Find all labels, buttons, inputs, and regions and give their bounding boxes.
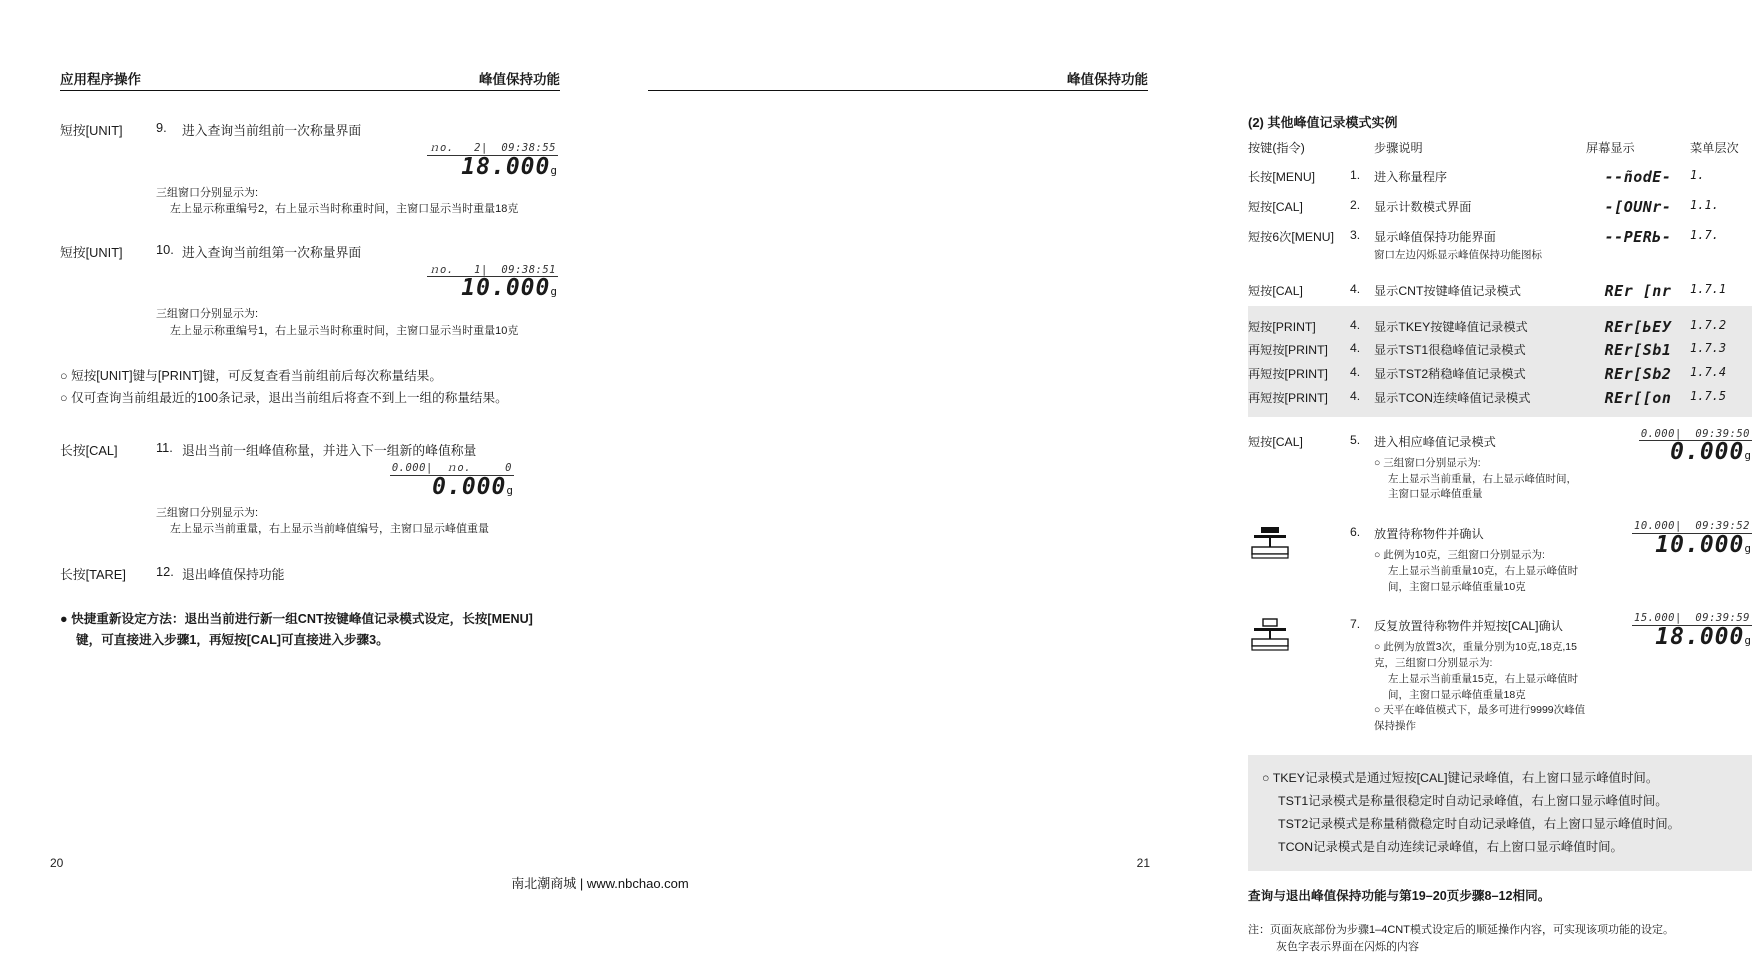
table-row [1248, 386, 1752, 417]
table-row [1248, 509, 1752, 601]
step-note [156, 185, 570, 218]
row-number: 7. [1350, 617, 1361, 632]
summary-item: TCON记录模式是自动连续记录峰值，右上窗口显示峰值时间。 [1278, 839, 1623, 854]
table-row [1248, 192, 1752, 222]
lcd-main-value: 18.000 [461, 153, 551, 180]
bullet-text: 仅可查询当前组最近的100条记录，退出当前组后将查不到上一组的称量结果。 [71, 391, 508, 405]
step-note [156, 306, 570, 339]
row-number: 4. [1350, 388, 1361, 403]
summary-item: TST2记录模式是称量稍微稳定时自动记录峰值，右上窗口显示峰值时间。 [1278, 816, 1681, 831]
scale-loaded-icon [1248, 525, 1292, 563]
row-desc: 反复放置待称物件并短按[CAL]确认 [1374, 619, 1563, 634]
note-line: 左上显示称重编号2，右上显示当时称重时间，主窗口显示当时重量18克 [170, 203, 519, 215]
step-note [156, 505, 570, 538]
row-menu-level: 1.1. [1690, 198, 1719, 212]
table-row [1248, 162, 1752, 192]
lcd-display [1586, 427, 1752, 465]
row-key: 再短按[PRINT] [1248, 366, 1328, 381]
left-header-rule [60, 90, 560, 91]
table-row [1248, 338, 1752, 362]
lcd-top-row: 15.000| 09:39:59 [1634, 612, 1750, 625]
row-segment-display: --PERЬ- [1604, 228, 1672, 246]
shortcut-note: ● 快捷重新设定方法：退出当前进行新一组CNT按键峰值记录模式设定，长按[MENU] 键，可直接进入步骤1，再短按[CAL]可直接进入步骤3。 [60, 611, 533, 647]
row-key: 短按[CAL] [1248, 434, 1303, 449]
row-key: 短按[CAL] [1248, 200, 1303, 214]
lcd-unit: g [1744, 449, 1752, 463]
table-row [1248, 270, 1752, 306]
row-desc: 进入称量程序 [1374, 170, 1448, 184]
lcd-top-row: 10.000| 09:39:52 [1634, 520, 1750, 532]
row-menu-level: 1.7. [1690, 228, 1719, 242]
right-page [600, 0, 1752, 953]
row-key: 长按[MENU] [1248, 170, 1316, 184]
step-row [60, 564, 570, 583]
summary-item: TST1记录模式是称量很稳定时自动记录峰值，右上窗口显示峰值时间。 [1278, 793, 1668, 808]
row-key: 短按[PRINT] [1248, 319, 1316, 334]
note-line: 三组窗口分别显示为: [156, 186, 259, 199]
table-row [1248, 222, 1752, 270]
step-row [60, 120, 570, 139]
summary-box [1248, 755, 1752, 871]
step-text: 退出当前一组峰值称量，并进入下一组新的峰值称量 [182, 443, 477, 458]
table-row [1248, 417, 1752, 509]
note-line: 三组窗口分别显示为: [156, 308, 259, 320]
row-menu-level: 1. [1690, 168, 1705, 182]
row-key: 短按6次[MENU] [1248, 230, 1334, 244]
row-desc: 放置待称物件并确认 [1374, 527, 1484, 541]
step-text: 进入查询当前组前一次称量界面 [182, 123, 362, 138]
lcd-top-row: ｎo. 1| 09:38:51 [429, 263, 556, 276]
row-desc: 显示TKEY按键峰值记录模式 [1374, 319, 1528, 334]
row-desc: 显示计数模式界面 [1374, 200, 1472, 214]
row-note: ○ 此例为10克，三组窗口分别显示为: 左上显示当前重量10克，右上显示峰值时间，主窗口显示峰值重量10克 [1374, 549, 1579, 593]
step-key: 短按[UNIT] [60, 244, 123, 260]
row-desc: 显示TST1很稳峰值记录模式 [1374, 342, 1526, 357]
footnote-line2: 灰色字表示界面在闪烁的内容 [1276, 940, 1419, 953]
table-row [1248, 362, 1752, 386]
column-header-level: 菜单层次 [1690, 141, 1739, 155]
note-line: 左上显示称重编号1，右上显示当时称重时间，主窗口显示当时重量10克 [170, 324, 519, 337]
column-header-key: 按键(指令) [1248, 141, 1305, 155]
column-header-display: 屏幕显示 [1586, 141, 1635, 155]
step-number: 10. [156, 241, 174, 257]
scale-empty-icon [1248, 617, 1292, 655]
row-menu-level: 1.7.5 [1690, 388, 1727, 403]
lcd-top-row: 0.000| 09:39:50 [1640, 427, 1750, 440]
row-number: 5. [1350, 432, 1361, 447]
lcd-display [1586, 611, 1752, 649]
right-header-rule [648, 90, 1148, 91]
lcd-display [1586, 519, 1752, 557]
footnote-line1: 注：页面灰底部份为步骤1–4CNT模式设定后的顺延操作内容，可实现该项功能的设定。 [1248, 923, 1674, 936]
lcd-main-value: 0.000 [432, 473, 507, 500]
site-footer: 南北潮商城 | www.nbchao.com [511, 876, 689, 891]
lcd-main-value: 10.000 [461, 275, 551, 301]
lcd-main-value: 18.000 [1655, 623, 1745, 650]
row-menu-level: 1.7.1 [1690, 281, 1727, 296]
row-key: 再短按[PRINT] [1248, 342, 1328, 357]
row-menu-level: 1.7.2 [1690, 317, 1727, 332]
table-header-row [1248, 139, 1752, 162]
step-text: 进入查询当前组第一次称量界面 [182, 244, 362, 260]
bullet-item: ○ 短按[UNIT]键与[PRINT]键，可反复查看当前组前后每次称量结果。 [60, 369, 442, 383]
lcd-display [60, 263, 570, 301]
row-menu-level: 1.7.3 [1690, 340, 1727, 355]
row-desc: 进入相应峰值记录模式 [1374, 434, 1496, 449]
step-key: 短按[UNIT] [60, 123, 123, 138]
row-desc: 显示TST2稍稳峰值记录模式 [1374, 366, 1526, 381]
lcd-unit: g [1744, 633, 1752, 647]
row-segment-display: REr[Sb2 [1604, 364, 1672, 383]
shortcut-note-line2: 键，可直接进入步骤1，再短按[CAL]可直接进入步骤3。 [76, 632, 389, 647]
lcd-unit: g [550, 285, 558, 298]
section-title: (2) 其他峰值记录模式实例 [1248, 115, 1398, 130]
row-number: 4. [1350, 340, 1361, 355]
note-line: 三组窗口分别显示为: [156, 506, 259, 519]
left-page [0, 0, 600, 906]
row-segment-display: REr [nr [1604, 281, 1672, 300]
row-desc: 显示峰值保持功能界面 [1374, 230, 1496, 244]
row-number: 1. [1350, 168, 1361, 182]
right-running-header [648, 68, 1148, 88]
lcd-unit: g [506, 483, 514, 497]
lcd-main-value: 10.000 [1655, 531, 1745, 558]
lcd-unit: g [550, 163, 558, 177]
table-row [1248, 601, 1752, 741]
step-number: 9. [156, 120, 167, 135]
row-desc: 显示CNT按键峰值记录模式 [1374, 283, 1521, 298]
step-key: 长按[TARE] [60, 566, 126, 582]
row-menu-level: 1.7.4 [1690, 364, 1727, 379]
left-header-section: 峰值保持功能 [479, 72, 560, 87]
lcd-unit: g [1744, 541, 1752, 555]
lcd-display [60, 141, 570, 179]
bullet-text: 短按[UNIT]键与[PRINT]键，可反复查看当前组前后每次称量结果。 [71, 369, 442, 383]
step-text: 退出峰值保持功能 [182, 566, 285, 582]
note-line: 左上显示当前重量，右上显示当前峰值编号，主窗口显示峰值重量 [170, 523, 489, 535]
step-row [60, 242, 570, 261]
row-note: ○ 三组窗口分别显示为: 左上显示当前重量，右上显示峰值时间，主窗口显示峰值重量 [1374, 456, 1577, 501]
row-segment-display: REr[ЬEУ [1604, 317, 1672, 336]
bullet-item: ○ 仅可查询当前组最近的100条记录，退出当前组后将查不到上一组的称量结果。 [60, 391, 508, 405]
row-number: 4. [1350, 281, 1361, 296]
row-segment-display: REr[Sb1 [1604, 340, 1672, 359]
row-number: 2. [1350, 198, 1361, 212]
left-page-number: 20 [50, 856, 64, 870]
summary-item: ○ TKEY记录模式是通过短按[CAL]键记录峰值，右上窗口显示峰值时间。 [1262, 770, 1659, 785]
closing-note: 查询与退出峰值保持功能与第19–20页步骤8–12相同。 [1248, 888, 1551, 903]
row-number: 4. [1350, 364, 1361, 379]
lcd-top-row: 0.000| ｎo. 0 [391, 462, 512, 474]
row-segment-display: REr[[on [1604, 388, 1672, 407]
row-key: 短按[CAL] [1248, 283, 1303, 298]
row-segment-display: --ñodE- [1604, 168, 1672, 186]
column-header-desc: 步骤说明 [1374, 141, 1423, 155]
row-number: 6. [1350, 525, 1361, 539]
left-content [60, 120, 570, 651]
row-note: 窗口左边闪烁显示峰值保持功能图标 [1374, 249, 1542, 261]
row-number: 4. [1350, 317, 1361, 332]
right-header-section: 峰值保持功能 [1067, 72, 1148, 87]
lcd-top-row: ｎo. 2| 09:38:55 [429, 142, 556, 154]
step-number: 11. [156, 440, 173, 455]
lcd-display [60, 461, 570, 499]
right-page-number: 21 [1136, 856, 1150, 870]
procedure-table [1248, 139, 1752, 741]
step-row [60, 440, 570, 459]
step-key: 长按[CAL] [60, 443, 118, 458]
shortcut-note-line1: 快捷重新设定方法：退出当前进行新一组CNT按键峰值记录模式设定，长按[MENU] [71, 611, 533, 626]
table-row [1248, 306, 1752, 338]
row-segment-display: -[OUNr- [1604, 198, 1672, 216]
row-note: ○ 此例为放置3次，重量分别为10克,18克,15克，三组窗口分别显示为: 左上显示当前重量15克，右上显示峰值时间，主窗口显示峰值重量18克 ○ 天平在峰值模式下，最多可进行9999次峰值保持操作 [1374, 641, 1586, 732]
row-number: 3. [1350, 228, 1361, 242]
lcd-main-value: 0.000 [1670, 439, 1745, 466]
left-header-title: 应用程序操作 [60, 72, 141, 87]
left-running-header [60, 68, 560, 88]
right-content [1248, 112, 1752, 956]
row-desc: 显示TCON连续峰值记录模式 [1374, 390, 1531, 405]
step-number: 12. [156, 563, 174, 579]
footnote [1248, 922, 1752, 956]
row-key: 再短按[PRINT] [1248, 390, 1328, 405]
